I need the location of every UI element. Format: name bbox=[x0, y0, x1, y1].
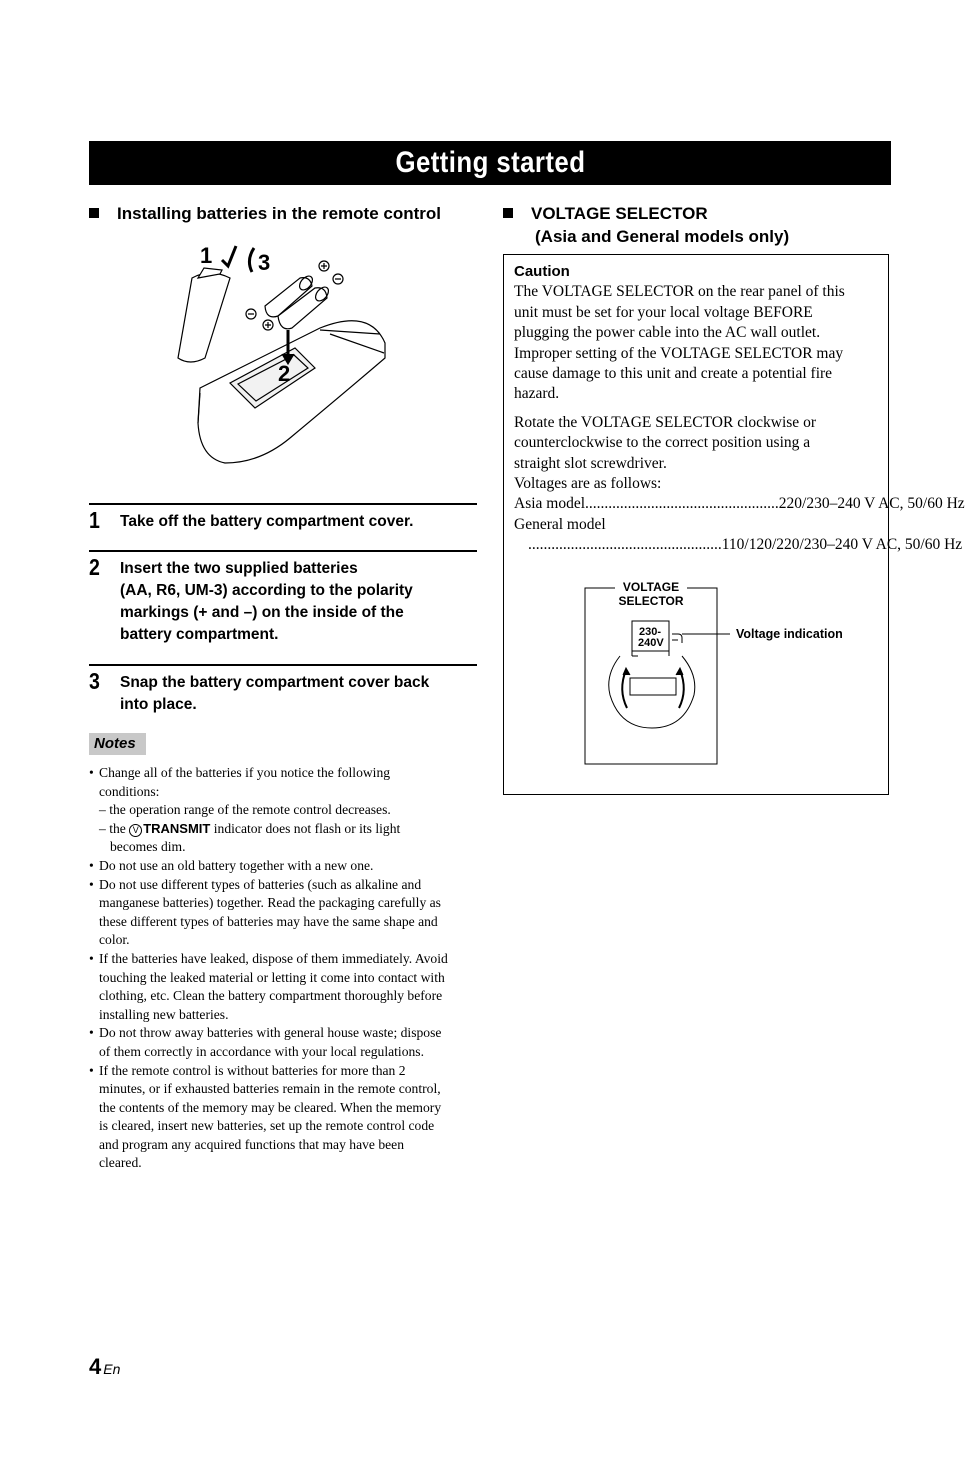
voltage-section-heading: VOLTAGE SELECTOR (Asia and General models only) bbox=[503, 202, 789, 248]
notes-list bbox=[89, 764, 477, 1173]
step-label-1: 1 bbox=[200, 243, 213, 268]
voltage-indication-callout: Voltage indication bbox=[736, 627, 843, 641]
step-text: Snap the battery compartment cover back into place. bbox=[120, 674, 430, 713]
page-title: Getting started bbox=[395, 146, 585, 179]
step-text: Take off the battery compartment cover. bbox=[120, 513, 414, 530]
page-number: 4 En bbox=[89, 1354, 121, 1379]
step-3 bbox=[89, 664, 477, 726]
list-item: • Change all of the batteries if you notice the following conditions: – the operation range of the remote control decreases. – the V TRANSMIT indicator does not flash or its light becomes dim. bbox=[89, 764, 477, 857]
step-number: 1 bbox=[89, 507, 100, 533]
step-number: 3 bbox=[89, 668, 100, 694]
battery-install-illustration bbox=[170, 238, 395, 473]
caution-title: Caution bbox=[514, 263, 570, 280]
step-1 bbox=[89, 503, 477, 551]
notes-label: Notes bbox=[89, 733, 146, 755]
list-item: • If the remote control is without batteries for more than 2 minutes, or if exhausted batteries remain in the remote control, the contents of the memory may be cleared. When the memory is cleared, insert new batteries, set up the remote control code and program any acquired functions that may have been cleared. bbox=[89, 1062, 477, 1174]
voltage-selector-diagram bbox=[580, 580, 870, 770]
diagram-title-l2: SELECTOR bbox=[618, 594, 684, 608]
page-title-bar bbox=[89, 141, 891, 185]
square-bullet-icon bbox=[89, 208, 99, 218]
step-text: Insert the two supplied batteries (AA, R6, UM-3) according to the polarity markings (+ and –) on the inside of the battery compartment. bbox=[120, 560, 413, 643]
asia-voltage-row: Asia model .................................................. 220/230–240 V AC, 50/60 Hz bbox=[514, 495, 965, 513]
list-item: • Do not use an old battery together with a new one. bbox=[89, 857, 477, 876]
general-voltage-row: .................................................. 110/120/220/230–240 V AC, 50/60 Hz bbox=[528, 536, 963, 554]
diagram-title-l1: VOLTAGE bbox=[622, 580, 680, 594]
list-item: • If the batteries have leaked, dispose of them immediately. Avoid touching the leaked material or letting it come into contact with clothing, etc. Clean the battery compartment thoroughly before installing new batteries. bbox=[89, 950, 477, 1024]
step-2 bbox=[89, 550, 477, 664]
v-circle-icon: V bbox=[129, 824, 142, 837]
square-bullet-icon bbox=[503, 208, 513, 218]
battery-section-heading: Installing batteries in the remote control bbox=[89, 202, 441, 225]
list-item: • Do not throw away batteries with general house waste; dispose of them correctly in accordance with your local regulations. bbox=[89, 1024, 477, 1061]
step-number: 2 bbox=[89, 554, 100, 580]
step-label-2: 2 bbox=[278, 361, 291, 386]
setting-label-l2: 240V bbox=[638, 637, 664, 649]
setting-label-l1: 230- bbox=[639, 626, 662, 638]
caution-box: Caution The VOLTAGE SELECTOR on the rear panel of this unit must be set for your local voltage BEFORE plugging the power cable into the AC wall outlet. Improper setting of the VOLTAGE SELECTOR may cause damage to this unit and create a potential fire hazard. Rotate the VOLTAGE SELECTOR clockwise or counterclockwise to the correct position using a straight slot screwdriver. Voltages are as follows: Asia model .................................................. 220/230–240 V AC, 50/60 Hz General model .................................................. 110/120/220/230–240 V AC, 50/60 Hz bbox=[503, 254, 889, 795]
step-label-3: 3 bbox=[258, 250, 271, 275]
list-item: • Do not use different types of batteries (such as alkaline and manganese batteries) together. Read the packaging carefully as these different types of batteries may have the same shape and color. bbox=[89, 876, 477, 950]
